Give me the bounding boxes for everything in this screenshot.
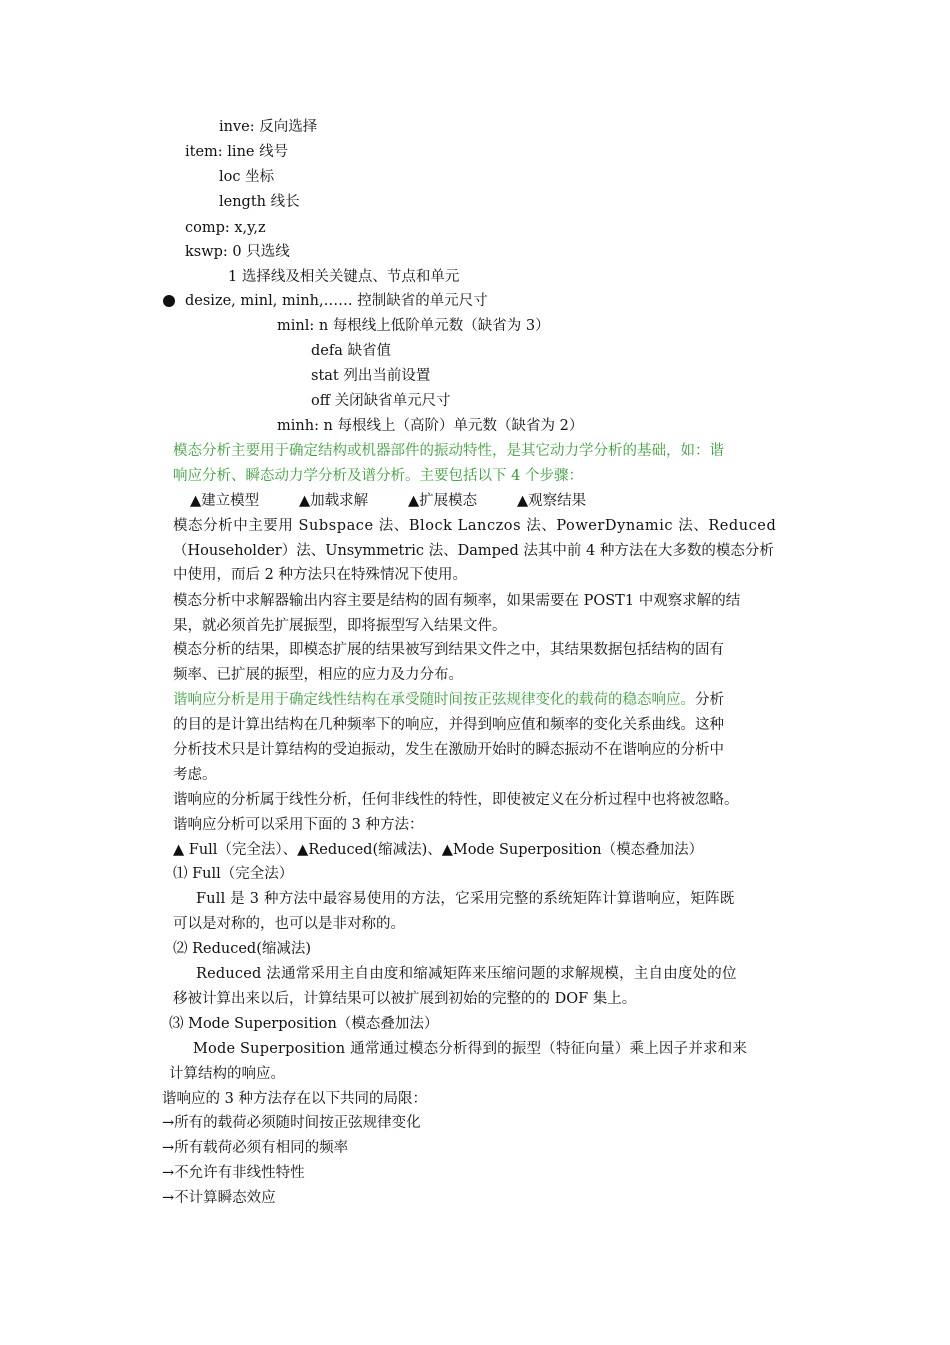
reduced-method-title: ⑵ Reduced(缩减法): [173, 941, 312, 957]
desize-stat: stat 列出当前设置: [311, 368, 431, 384]
desize-defa: defa 缺省值: [311, 343, 391, 359]
limit-item: →不允许有非线性特性: [162, 1165, 305, 1181]
harmonic-method-list: ▲ Full（完全法）、▲Reduced(缩减法)、▲Mode Superposition（模态叠加法）: [173, 842, 704, 858]
param-length: length 线长: [219, 194, 300, 210]
modal-step-1: ▲建立模型: [190, 493, 260, 509]
limits-title: 谐响应的 3 种方法存在以下共同的局限：: [162, 1091, 427, 1107]
modal-step-3: ▲扩展模态: [408, 493, 478, 509]
harmonic-definition-line-4: 考虑。: [173, 767, 217, 783]
full-method-line-1: Full 是 3 种方法中最容易使用的方法，它采用完整的系统矩阵计算谐响应，矩阵既: [196, 891, 735, 907]
mode-superposition-title: ⑶ Mode Superposition（模态叠加法）: [169, 1016, 439, 1032]
limit-item: →所有载荷必须有相同的频率: [162, 1140, 349, 1156]
modal-solver-line-2: 果，就必须首先扩展振型，即将振型写入结果文件。: [173, 618, 507, 634]
harmonic-definition-tail: 分析: [695, 692, 724, 708]
mode-superposition-line-1: Mode Superposition 通常通过模态分析得到的振型（特征向量）乘上因子并求和来: [193, 1041, 748, 1057]
harmonic-definition-line-1: [173, 690, 724, 710]
harmonic-definition-line-3: 分析技术只是计算结构的受迫振动，发生在激励开始时的瞬态振动不在谐响应的分析中: [173, 742, 724, 758]
param-kswp-1: 1 选择线及相关关键点、节点和单元: [228, 269, 460, 285]
modal-intro-line-1: 模态分析主要用于确定结构或机器部件的振动特性，是其它动力学分析的基础，如：谐: [173, 443, 724, 459]
bullet-dot-icon: [163, 295, 175, 307]
modal-result-line-1: 模态分析的结果，即模态扩展的结果被写到结果文件之中，其结果数据包括结构的固有: [173, 642, 724, 658]
param-loc: loc 坐标: [219, 169, 275, 185]
desize-off: off 关闭缺省单元尺寸: [311, 393, 451, 409]
param-inve: inve: 反向选择: [219, 119, 318, 135]
harmonic-definition-line-2: 的目的是计算出结构在几种频率下的响应，并得到响应值和频率的变化关系曲线。这种: [173, 717, 724, 733]
desize-minh: minh: n 每根线上（高阶）单元数（缺省为 2）: [277, 418, 584, 434]
modal-methods-line-3: 中使用，而后 2 种方法只在特殊情况下使用。: [173, 567, 467, 583]
modal-step-4: ▲观察结果: [517, 493, 587, 509]
reduced-method-line-1: Reduced 法通常采用主自由度和缩减矩阵来压缩问题的求解规模，主自由度处的位: [196, 966, 737, 982]
modal-solver-line-1: 模态分析中求解器输出内容主要是结构的固有频率，如果需要在 POST1 中观察求解的结: [173, 593, 741, 609]
modal-result-line-2: 频率、已扩展的振型，相应的应力及力分布。: [173, 667, 463, 683]
param-comp: comp: x,y,z: [185, 220, 266, 236]
limit-item: →所有的载荷必须随时间按正弦规律变化: [162, 1115, 421, 1131]
reduced-method-line-2: 移被计算出来以后，计算结果可以被扩展到初始的完整的的 DOF 集上。: [173, 991, 637, 1007]
harmonic-linear-note: 谐响应的分析属于线性分析，任何非线性的特性，即使被定义在分析过程中也将被忽略。: [173, 792, 739, 808]
param-kswp-0: kswp: 0 只选线: [185, 244, 290, 260]
limit-item: →不计算瞬态效应: [162, 1190, 276, 1206]
desize-heading: desize, minl, minh,…… 控制缺省的单元尺寸: [185, 293, 488, 309]
full-method-line-2: 可以是对称的，也可以是非对称的。: [173, 916, 405, 932]
harmonic-three-methods: 谐响应分析可以采用下面的 3 种方法：: [173, 817, 424, 833]
harmonic-definition-highlight: 谐响应分析是用于确定线性结构在承受随时间按正弦规律变化的载荷的稳态响应。: [173, 692, 695, 708]
modal-methods-line-2: （Householder）法、Unsymmetric 法、Damped 法其中前 4 种方法在大多数的模态分析: [173, 543, 774, 559]
param-item: item: line 线号: [185, 144, 289, 160]
modal-step-2: ▲加载求解: [299, 493, 369, 509]
modal-intro-line-2: 响应分析、瞬态动力学分析及谱分析。主要包括以下 4 个步骤：: [173, 468, 583, 484]
desize-minl: minl: n 每根线上低阶单元数（缺省为 3）: [277, 318, 550, 334]
full-method-title: ⑴ Full（完全法）: [173, 866, 294, 882]
mode-superposition-line-2: 计算结构的响应。: [169, 1066, 285, 1082]
modal-methods-line-1: 模态分析中主要用 Subspace 法、Block Lanczos 法、PowerDynamic 法、Reduced: [173, 518, 777, 534]
